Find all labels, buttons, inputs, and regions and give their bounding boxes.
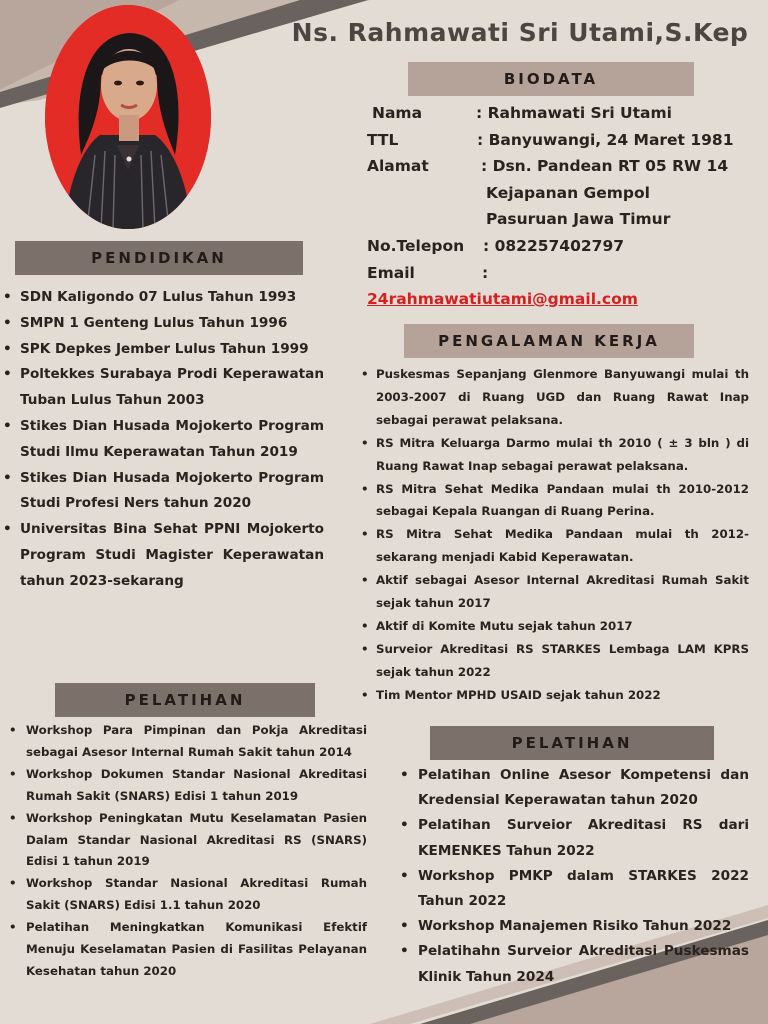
bio-alamat-line2: Kejapanan Gempol	[486, 184, 650, 202]
biodata-heading	[408, 62, 694, 96]
list-item: • RS Mitra Sehat Medika Pandaan mulai th 2010-2012 sebagai Kepala Ruangan di Ruang Perina.	[376, 478, 749, 524]
pelatihan-right-list	[418, 763, 749, 990]
list-item: • Pelatihahn Surveior Akreditasi Puskesmas Klinik Tahun 2024	[418, 939, 749, 989]
list-item: • Pelatihan Surveior Akreditasi RS dari KEMENKES Tahun 2022	[418, 813, 749, 863]
pengalaman-list	[376, 363, 749, 707]
list-item: • Pelatihan Meningkatkan Komunikasi Efektif Menuju Keselamatan Pasien di Fasilitas Pelayanan Kesehatan tahun 2020	[26, 917, 367, 983]
bio-telepon-value: : 082257402797	[483, 237, 625, 255]
list-item: • Workshop Peningkatan Mutu Keselamatan Pasien Dalam Standar Nasional Akreditasi RS (SNARS) Edisi 1 tahun 2019	[26, 808, 367, 874]
bio-nama-value: : Rahmawati Sri Utami	[476, 104, 672, 122]
list-item: • Puskesmas Sepanjang Glenmore Banyuwangi mulai th 2003-2007 di Ruang UGD dan Ruang Rawat Inap sebagai perawat pelaksana.	[376, 363, 749, 432]
list-item: • Surveior Akreditasi RS STARKES Lembaga LAM KPRS sejak tahun 2022	[376, 638, 749, 684]
list-item: • SPK Depkes Jember Lulus Tahun 1999	[20, 337, 324, 363]
pengalaman-heading-label: PENGALAMAN KERJA	[438, 332, 660, 350]
list-item: • RS Mitra Keluarga Darmo mulai th 2010 ( ± 3 bln ) di Ruang Rawat Inap sebagai perawat pelaksana.	[376, 432, 749, 478]
list-item: • Stikes Dian Husada Mojokerto Program Studi Ilmu Keperawatan Tahun 2019	[20, 414, 324, 466]
pendidikan-heading	[15, 241, 303, 275]
list-item: • Aktif di Komite Mutu sejak tahun 2017	[376, 615, 749, 638]
list-item: • Tim Mentor MPHD USAID sejak tahun 2022	[376, 684, 749, 707]
list-item: • Workshop Standar Nasional Akreditasi Rumah Sakit (SNARS) Edisi 1.1 tahun 2020	[26, 873, 367, 917]
pelatihan-left-heading	[55, 683, 315, 717]
list-item: • Stikes Dian Husada Mojokerto Program Studi Profesi Ners tahun 2020	[20, 466, 324, 518]
pelatihan-right-heading	[430, 726, 714, 760]
bio-alamat-line3: Pasuruan Jawa Timur	[486, 210, 671, 228]
biodata-heading-label: BIODATA	[503, 70, 599, 88]
bio-email-colon: :	[482, 264, 489, 282]
list-item: • Pelatihan Online Asesor Kompetensi dan Kredensial Keperawatan tahun 2020	[418, 763, 749, 813]
list-item: • Workshop Para Pimpinan dan Pokja Akreditasi sebagai Asesor Internal Rumah Sakit tahun 2014	[26, 720, 367, 764]
bio-telepon-label: No.Telepon	[367, 237, 465, 255]
list-item: • Poltekkes Surabaya Prodi Keperawatan Tuban Lulus Tahun 2003	[20, 362, 324, 414]
bio-email-label: Email	[367, 264, 415, 282]
bio-ttl-value: : Banyuwangi, 24 Maret 1981	[477, 131, 734, 149]
bio-nama-label: Nama	[372, 104, 423, 122]
bio-alamat-line1: : Dsn. Pandean RT 05 RW 14	[481, 157, 729, 175]
pelatihan-right-heading-label: PELATIHAN	[511, 734, 633, 752]
email-link[interactable]: 24rahmawatiutami@gmail.com	[367, 290, 638, 308]
bio-ttl-label: TTL	[367, 131, 399, 149]
pengalaman-heading	[404, 324, 694, 358]
list-item: • Workshop Manajemen Risiko Tahun 2022	[418, 914, 749, 939]
page-title: Ns. Rahmawati Sri Utami,S.Kep	[291, 18, 749, 47]
bio-alamat-label: Alamat	[367, 157, 429, 175]
list-item: • SDN Kaligondo 07 Lulus Tahun 1993	[20, 285, 324, 311]
pelatihan-left-list	[26, 720, 367, 983]
list-item: • Universitas Bina Sehat PPNI Mojokerto Program Studi Magister Keperawatan tahun 2023-sekarang	[20, 517, 324, 594]
pelatihan-left-heading-label: PELATIHAN	[124, 691, 246, 709]
pendidikan-list	[20, 285, 324, 595]
profile-photo	[45, 5, 211, 229]
list-item: • SMPN 1 Genteng Lulus Tahun 1996	[20, 311, 324, 337]
list-item: • Workshop PMKP dalam STARKES 2022 Tahun 2022	[418, 864, 749, 914]
list-item: • RS Mitra Sehat Medika Pandaan mulai th 2012-sekarang menjadi Kabid Keperawatan.	[376, 523, 749, 569]
list-item: • Aktif sebagai Asesor Internal Akreditasi Rumah Sakit sejak tahun 2017	[376, 569, 749, 615]
pendidikan-heading-label: PENDIDIKAN	[91, 249, 227, 267]
list-item: • Workshop Dokumen Standar Nasional Akreditasi Rumah Sakit (SNARS) Edisi 1 tahun 2019	[26, 764, 367, 808]
